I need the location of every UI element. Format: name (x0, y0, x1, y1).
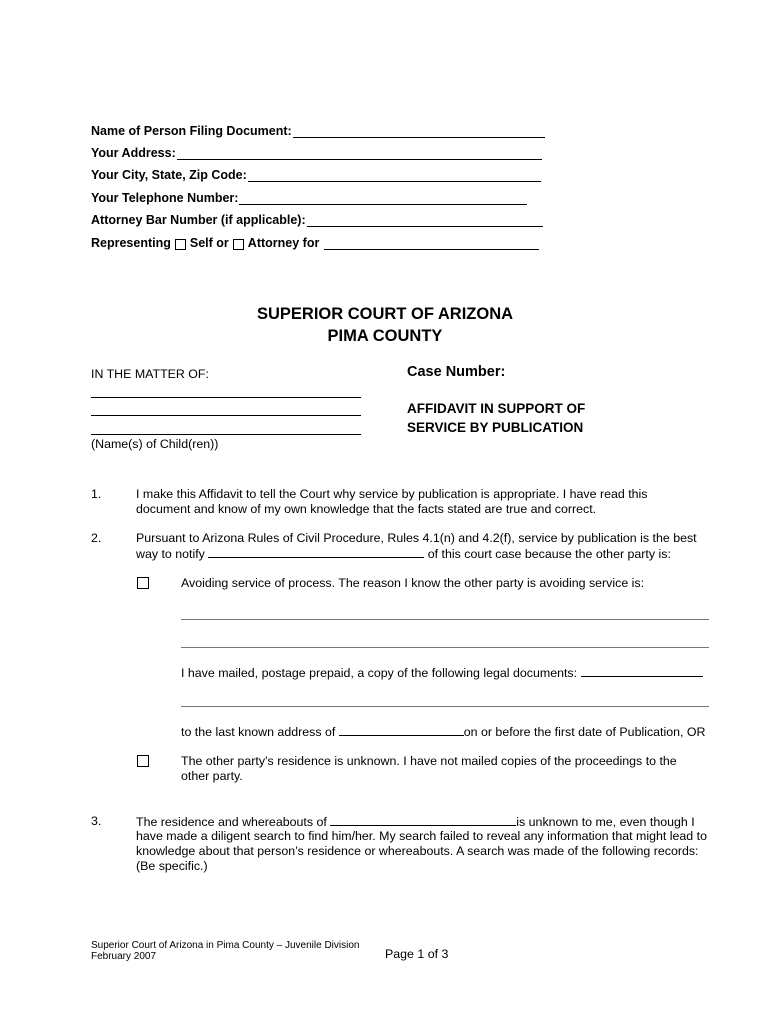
p1-line-1: I make this Affidavit to tell the Court why service by publication is appropriate. I have read this (136, 487, 648, 501)
child-name-line-1[interactable] (91, 397, 361, 398)
city-field (91, 168, 541, 182)
p3-line-1-end: is unknown to me, even though I (516, 815, 695, 829)
filer-name-line[interactable] (293, 125, 545, 138)
documents-line[interactable] (181, 706, 709, 707)
avoiding-service-checkbox[interactable] (137, 577, 149, 589)
affidavit-title-2: SERVICE BY PUBLICATION (407, 420, 584, 435)
phone-label: Your Telephone Number: (91, 191, 239, 205)
avoiding-service-text: Avoiding service of process. The reason I know the other party is avoiding service is: (181, 576, 645, 590)
p3-line-1-start: The residence and whereabouts of (136, 815, 327, 829)
p1-line-2: document and know of my own knowledge that the facts stated are true and correct. (136, 502, 597, 516)
court-title: SUPERIOR COURT OF ARIZONA (256, 305, 514, 323)
phone-line[interactable] (239, 192, 527, 205)
bar-number-line[interactable] (307, 214, 543, 227)
last-known-address-blank[interactable] (339, 724, 464, 736)
affidavit-title-1: AFFIDAVIT IN SUPPORT OF (407, 401, 586, 416)
p3-line-1 (136, 814, 695, 830)
case-number-label: Case Number: (407, 364, 506, 380)
city-label: Your City, State, Zip Code: (91, 168, 247, 182)
children-label: (Name(s) of Child(ren)) (91, 437, 219, 451)
reason-line-1[interactable] (181, 619, 709, 620)
p2-line-2-end: of this court case because the other party is: (427, 547, 671, 561)
address-line[interactable] (177, 147, 542, 160)
p2-line-1: Pursuant to Arizona Rules of Civil Procedure, Rules 4.1(n) and 4.2(f), service by publication is the best (136, 531, 697, 545)
documents-blank[interactable] (581, 665, 703, 677)
whereabouts-blank[interactable] (330, 814, 516, 826)
page-number: Page 1 of 3 (385, 947, 449, 961)
p3-line-4: (Be specific.) (136, 859, 208, 873)
opt2-line-2: other party. (181, 769, 243, 783)
mailed-text: I have mailed, postage prepaid, a copy of the following legal documents: (181, 666, 578, 680)
last-known-end: on or before the first date of Publication, OR (463, 725, 706, 739)
p2-number: 2. (91, 531, 102, 545)
opt2-line-1: The other party’s residence is unknown. I have not mailed copies of the proceedings to the (181, 754, 677, 768)
p1-number: 1. (91, 487, 102, 501)
self-label: Self or (189, 236, 229, 250)
last-known-start: to the last known address of (181, 725, 336, 739)
address-label: Your Address: (91, 146, 176, 160)
mailed-line (181, 665, 703, 681)
child-name-line-3[interactable] (91, 434, 361, 435)
p3-line-3: knowledge about that person’s residence or whereabouts. A search was made of the following records: (136, 844, 699, 858)
residence-unknown-checkbox[interactable] (137, 755, 149, 767)
filer-name-field (91, 124, 545, 138)
p2-line-2 (136, 546, 671, 562)
representing-label: Representing (91, 236, 171, 250)
bar-number-label: Attorney Bar Number (if applicable): (91, 213, 306, 227)
reason-line-2[interactable] (181, 647, 709, 648)
county-title: PIMA COUNTY (327, 327, 443, 345)
filer-name-label: Name of Person Filing Document: (91, 124, 292, 138)
attorney-label: Attorney for (247, 236, 320, 250)
representing-field (91, 236, 539, 250)
p3-number: 3. (91, 814, 102, 828)
attorney-for-line[interactable] (324, 237, 539, 250)
bar-number-field (91, 213, 543, 227)
address-field (91, 146, 542, 160)
city-line[interactable] (248, 169, 541, 182)
p2-line-2-start: way to notify (136, 547, 205, 561)
last-known-line (181, 724, 706, 740)
p3-line-2: have made a diligent search to find him/her. My search failed to reveal any information that might lead to (136, 829, 707, 843)
footer-date: February 2007 (91, 951, 157, 962)
notify-party-blank[interactable] (208, 546, 424, 558)
footer-court: Superior Court of Arizona in Pima County – Juvenile Division (91, 940, 360, 951)
matter-label: IN THE MATTER OF: (91, 367, 209, 381)
self-checkbox[interactable] (175, 239, 186, 250)
child-name-line-2[interactable] (91, 415, 361, 416)
phone-field (91, 191, 527, 205)
attorney-checkbox[interactable] (233, 239, 244, 250)
